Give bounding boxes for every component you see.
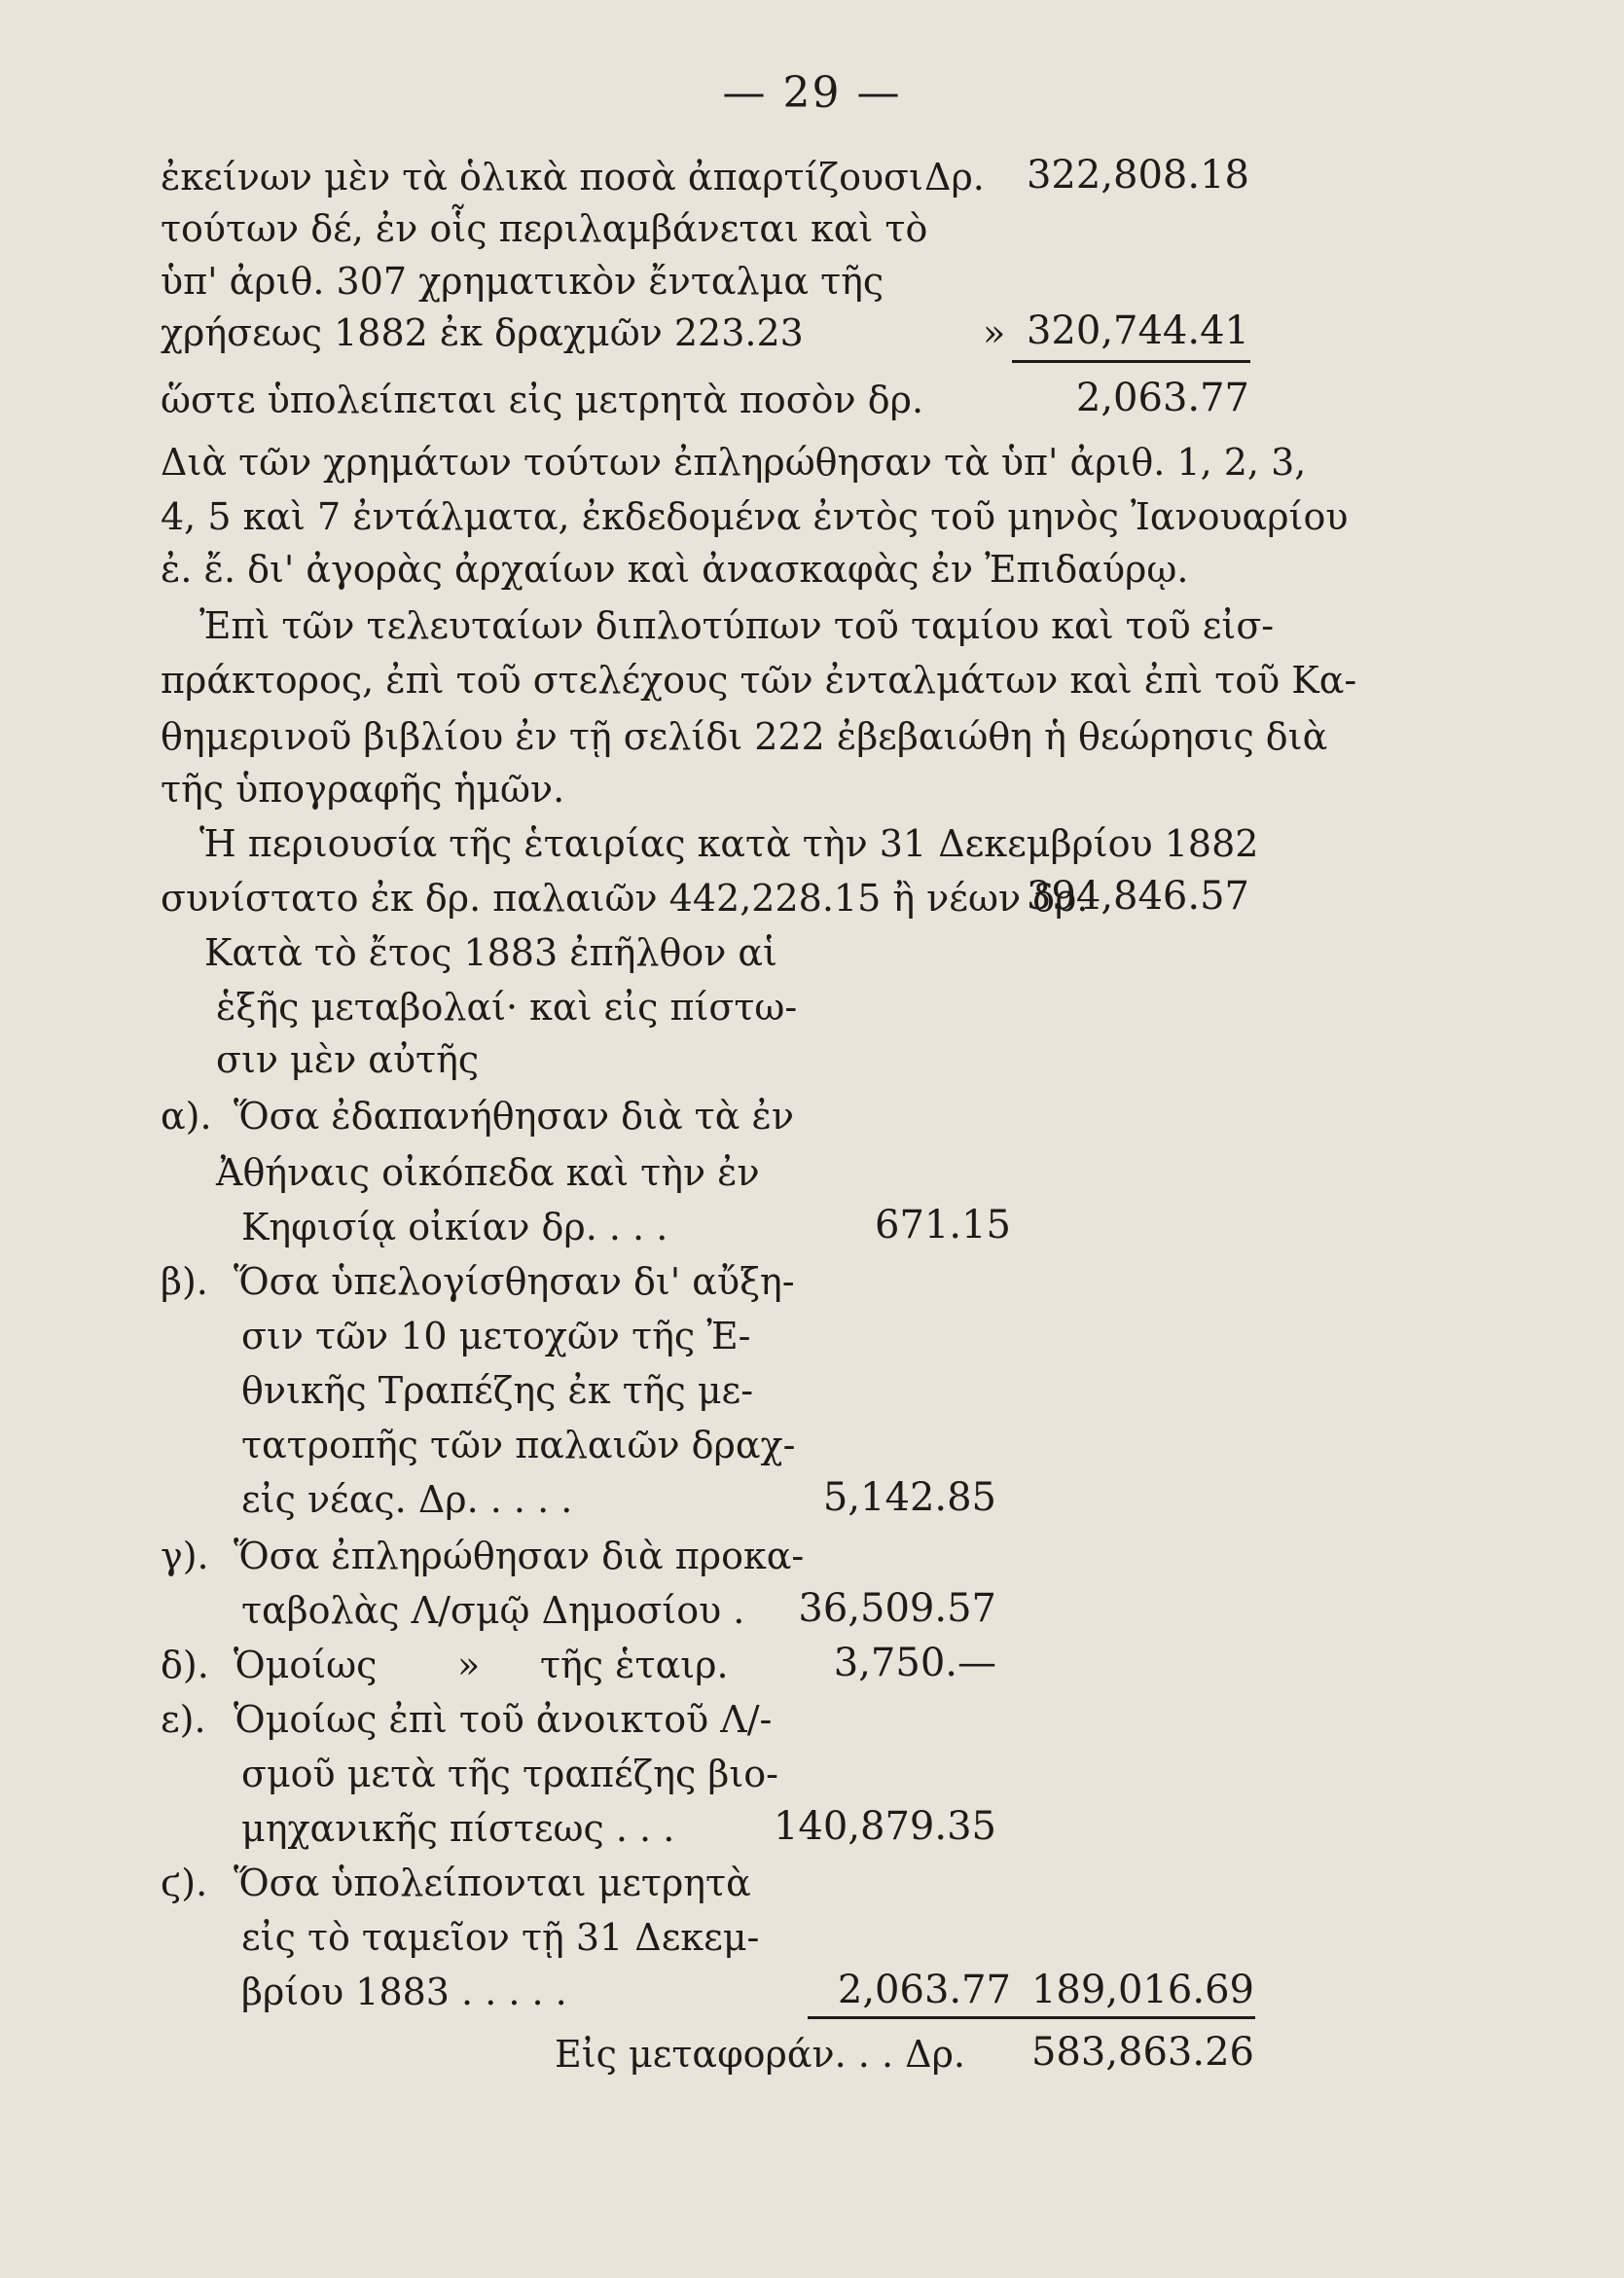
text-line: Ὁμοίως ἐπὶ τοῦ ἀνοικτοῦ Λ/- — [234, 1698, 773, 1741]
text-line: Κατὰ τὸ ἔτος 1883 ἐπῆλθον αἱ — [204, 931, 777, 974]
amount: 36,509.57 — [798, 1586, 996, 1631]
item-label: α). — [161, 1095, 212, 1138]
text-line: χρήσεως 1882 ἐκ δραχμῶν 223.23 — [161, 311, 804, 354]
carry-forward-label: Εἰς μεταφοράν. . . Δρ. — [555, 2033, 965, 2076]
amount: 3,750.— — [833, 1641, 996, 1685]
text-line: ὑπ' ἀριθ. 307 χρηματικὸν ἔνταλμα τῆς — [161, 260, 884, 303]
text-line: θνικῆς Τραπέζης ἐκ τῆς με- — [241, 1369, 754, 1412]
text-line: Ὅσα ἐδαπανήθησαν διὰ τὰ ἐν — [234, 1095, 794, 1138]
text-line: ἑξῆς μεταβολαί· καὶ εἰς πίστω- — [216, 986, 798, 1029]
item-label: ε). — [161, 1698, 206, 1741]
text-line: Διὰ τῶν χρημάτων τούτων ἐπληρώθησαν τὰ ὑπ' ἀριθ. 1, 2, 3, — [161, 441, 1307, 484]
text-line: Ἐπὶ τῶν τελευταίων διπλοτύπων τοῦ ταμίου καὶ τοῦ εἰσ- — [199, 604, 1275, 647]
item-label: ϛ). — [161, 1862, 208, 1904]
text-line: Ἀθήναις οἰκόπεδα καὶ τὴν ἐν — [216, 1151, 760, 1194]
amount: 322,808.18 — [1026, 153, 1249, 198]
amount: 394,846.57 — [1026, 874, 1249, 919]
text-line: ἐκείνων μὲν τὰ ὁλικὰ ποσὰ ἀπαρτίζουσι — [161, 156, 923, 199]
carry-forward-amount: 583,863.26 — [1030, 2030, 1254, 2075]
text-line: ὥστε ὑπολείπεται εἰς μετρητὰ ποσὸν δρ. — [161, 379, 924, 421]
text-line: συνίστατο ἐκ δρ. παλαιῶν 442,228.15 ἢ νέων δρ. — [161, 877, 1089, 920]
text-line: τῆς ὑπογραφῆς ἡμῶν. — [161, 768, 565, 811]
sum-rule — [1012, 360, 1250, 363]
text-line: εἰς τὸ ταμεῖον τῇ 31 Δεκεμ- — [241, 1916, 760, 1959]
text-line: ταβολὰς Λ/σμῷ Δημοσίου . — [241, 1589, 745, 1632]
text-line: Ὅσα ὑπελογίσθησαν δι' αὔξη- — [234, 1260, 795, 1303]
text-line: Ὅσα ὑπολείπονται μετρητὰ — [234, 1862, 751, 1904]
amount: 671.15 — [875, 1203, 1011, 1247]
amount: 2,063.77 — [837, 1968, 1011, 2012]
amount: 5,142.85 — [822, 1475, 996, 1520]
text-line: Ἡ περιουσία τῆς ἑταιρίας κατὰ τὴν 31 Δεκεμβρίου 1882 — [199, 822, 1259, 865]
text-line: σμοῦ μετὰ τῆς τραπέζης βιο- — [241, 1753, 778, 1795]
text-line: ἐ. ἔ. δι' ἀγορὰς ἀρχαίων καὶ ἀνασκαφὰς ἐν Ἐπιδαύρῳ. — [161, 548, 1189, 591]
text-line: σιν τῶν 10 μετοχῶν τῆς Ἐ- — [241, 1315, 751, 1357]
amount: 2,063.77 — [1075, 376, 1249, 420]
text-line: τούτων δέ, ἐν οἷς περιλαμβάνεται καὶ τὸ — [161, 207, 928, 250]
text-line: τατροπῆς τῶν παλαιῶν δραχ- — [241, 1424, 796, 1466]
text-line: σιν μὲν αὐτῆς — [216, 1038, 480, 1081]
text-line: θημερινοῦ βιβλίου ἐν τῇ σελίδι 222 ἐβεβαιώθη ἡ θεώρησις διὰ — [161, 715, 1328, 758]
total-amount: 189,016.69 — [1030, 1968, 1254, 2012]
page-number: — 29 — — [722, 68, 902, 118]
text-line: τῆς ἑταιρ. — [540, 1644, 729, 1686]
currency-label: Δρ. — [924, 156, 985, 199]
text-line: Ὅσα ἐπληρώθησαν διὰ προκα- — [234, 1535, 805, 1577]
item-label: β). — [161, 1260, 208, 1303]
text-line: εἰς νέας. Δρ. . . . . — [241, 1478, 573, 1521]
amount: 320,744.41 — [1026, 308, 1249, 353]
amount: 140,879.35 — [773, 1804, 996, 1849]
text-line: πράκτορος, ἐπὶ τοῦ στελέχους τῶν ἐνταλμάτων καὶ ἐπὶ τοῦ Κα- — [161, 659, 1357, 702]
item-label: δ). — [161, 1644, 209, 1686]
ditto-mark: » — [983, 311, 1006, 354]
ditto-mark: » — [457, 1644, 481, 1686]
text-line: 4, 5 καὶ 7 ἐντάλματα, ἐκδεδομένα ἐντὸς τοῦ μηνὸς Ἰανουαρίου — [161, 495, 1349, 538]
sum-rule — [808, 2016, 1255, 2019]
text-line: βρίου 1883 . . . . . — [241, 1971, 567, 2013]
text-line: Κηφισίᾳ οἰκίαν δρ. . . . — [241, 1206, 668, 1248]
text-line: μηχανικῆς πίστεως . . . — [241, 1807, 675, 1850]
text-line: Ὁμοίως — [234, 1644, 378, 1686]
item-label: γ). — [161, 1535, 209, 1577]
